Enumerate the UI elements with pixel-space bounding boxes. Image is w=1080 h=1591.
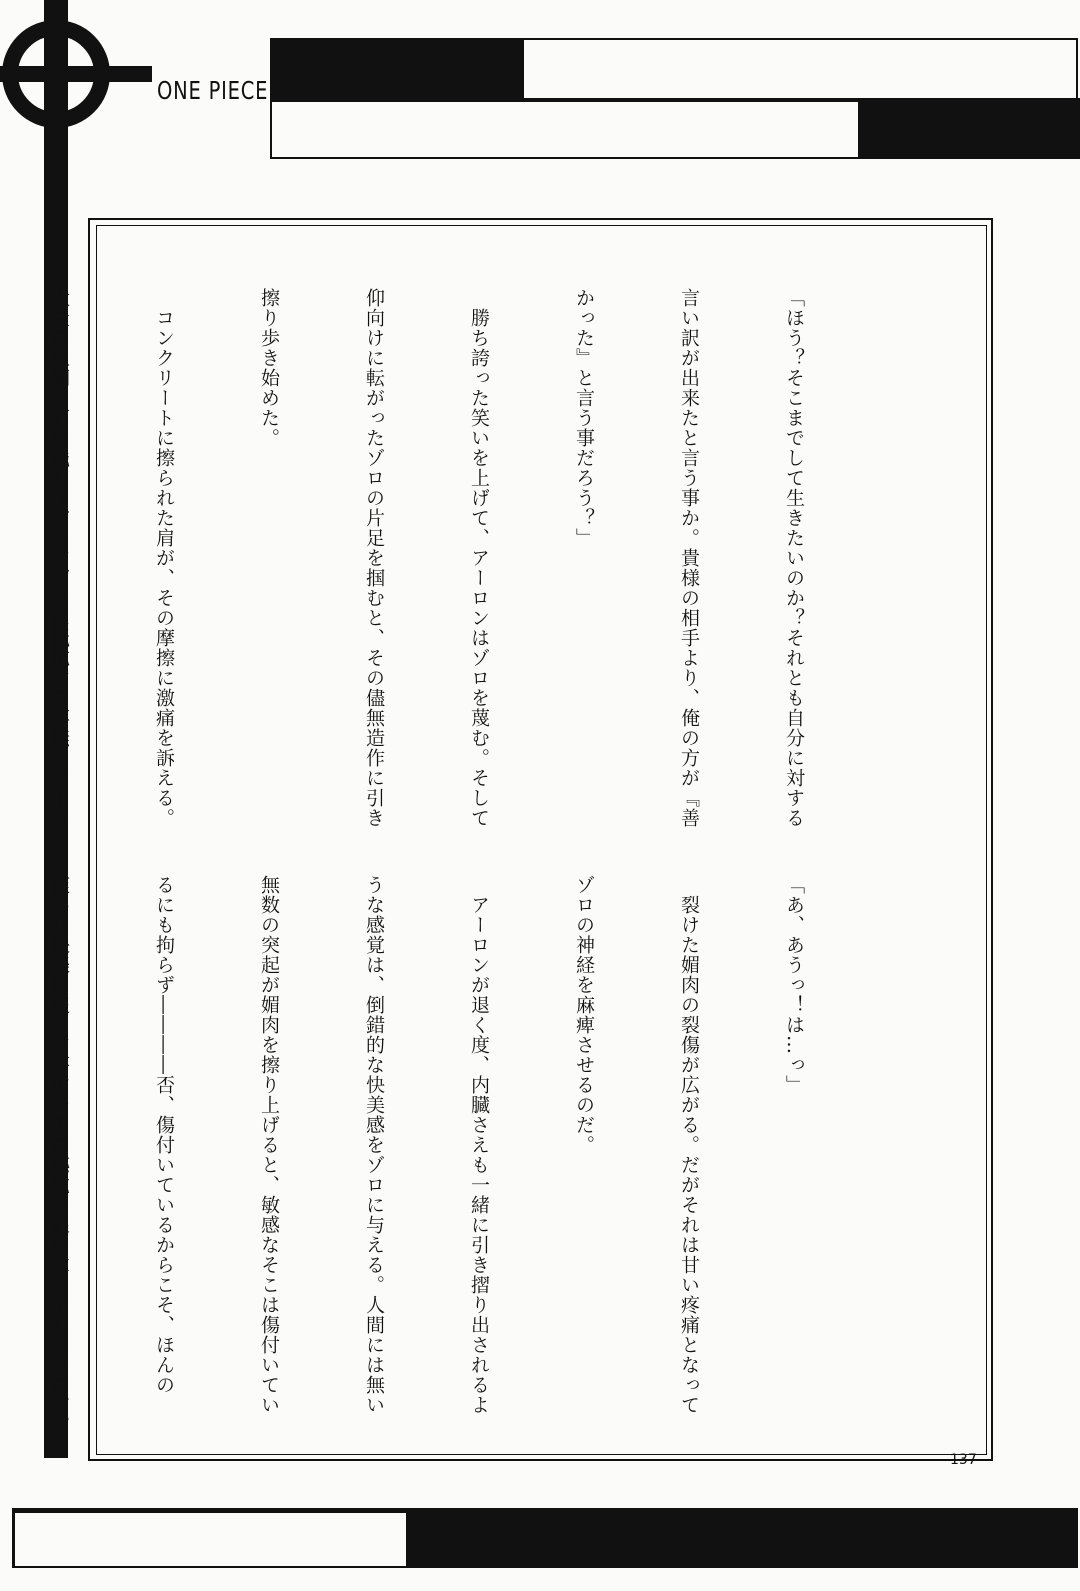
body-text-top <box>48 288 881 828</box>
series-title: ONE PIECE <box>157 76 269 105</box>
footer-black-block <box>406 1510 1078 1566</box>
text-column: かった』と言う事だろう？」 <box>573 288 595 548</box>
text-column: 言い訳が出来たと言う事か。貴様の相手より、俺の方が『善 <box>678 288 700 828</box>
body-text-bottom <box>48 875 881 1435</box>
text-column: 擦り歩き始めた。 <box>258 288 280 448</box>
text-column: コンクリートに擦られた肩が、その摩擦に激痛を訴える。 <box>153 288 175 828</box>
text-column: 無数の突起が媚肉を擦り上げると、敏感なそこは傷付いてい <box>258 875 280 1415</box>
text-column: 勝ち誇った笑いを上げて、アーロンはゾロを蔑む。そして <box>468 288 490 828</box>
text-column: 「あ、あうっ！は…っ」 <box>783 875 805 1095</box>
text-column: 「ほう？そこまでして生きたいのか？それとも自分に対する <box>783 288 805 828</box>
text-column: ゾロの神経を麻痺させるのだ。 <box>573 875 595 1155</box>
header-frame <box>270 38 1078 159</box>
page-number: 137 <box>950 1452 977 1468</box>
text-column: 仰向けに転がったゾロの片足を掴むと、その儘無造作に引き <box>363 288 385 828</box>
header-black-block-left <box>272 40 524 102</box>
footer-edge-marks <box>12 1510 21 1566</box>
text-column: アーロンが退く度、内臓さえも一緒に引き摺り出されるよ <box>468 875 490 1415</box>
circle-cross-logo-icon <box>0 2 154 156</box>
footer-frame <box>12 1508 1078 1568</box>
text-column: うな感覚は、倒錯的な快美感をゾロに与える。人間には無い <box>363 875 385 1415</box>
text-column: 大量の血糊を石に残しながら、ゾロは抵抗する事無くアーロ <box>48 288 70 828</box>
header-black-block-right <box>858 98 1080 159</box>
text-column: るにも拘らず――――否、傷付いているからこそ、ほんの <box>153 875 175 1395</box>
footer-top-line <box>14 1510 406 1513</box>
text-column: 僅かな快楽に縋り、夢中でその感覚を追い求めてしまうのだ。 <box>48 875 70 1435</box>
text-column: 裂けた媚肉の裂傷が広がる。だがそれは甘い疼痛となって <box>678 875 700 1415</box>
